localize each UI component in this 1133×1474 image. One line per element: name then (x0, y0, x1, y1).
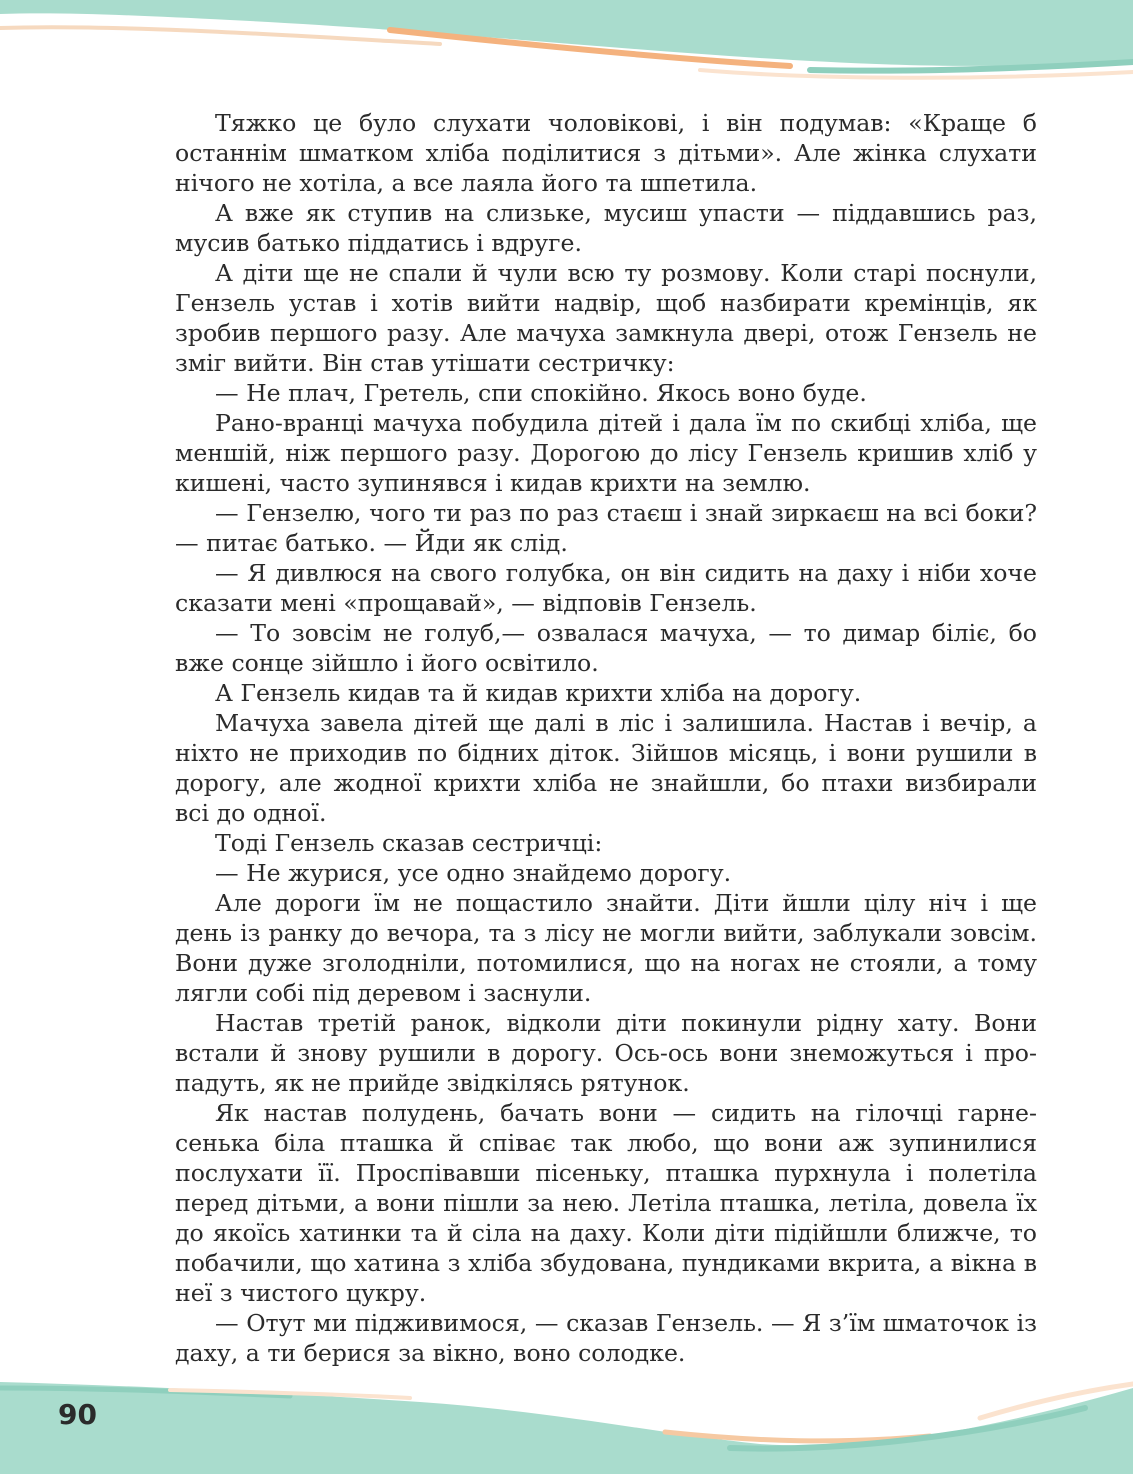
top-peach-line (0, 27, 440, 44)
paragraph: — Не плач, Гретель, спи спокійно. Якось воно буде. (215, 379, 867, 407)
paragraph: — То зовсім не голуб,— озвалася мачуха, — то димар біліє, бо вже сонце зійшло і його освітило. (175, 619, 1037, 677)
bottom-mint-band (0, 1382, 1133, 1474)
bottom-wave-decoration (0, 1360, 1133, 1474)
paragraph: Як настав полудень, бачать вони — сидить на гілочці гарнесенька біла пташка й співає так любо, що вони аж зупинилися послухати її. Проспівавши пісеньку, пташка пурхнула і полетіла перед дітьми, а вони пішли за нею. Летіла пташка, летіла, довела їх до якоїсь хатинки та й сіла на даху. Коли діти підійшли ближче, то побачили, що хатина з хліба збудована, пундиками вкрита, а вікна в неї з чистого цукру. (175, 1099, 1037, 1307)
paragraph: А Гензель кидав та й кидав крихти хліба на дорогу. (215, 679, 862, 707)
paragraph: Але дороги їм не пощастило знайти. Діти йшли цілу ніч і ще день із ранку до вечора, та з лісу не могли вийти, заблукали зовсім. Вони дуже зголодніли, потомилися, що на ногах не стояли, а тому лягли собі під деревом і заснули. (175, 889, 1037, 1007)
paragraph: Тяжко це було слухати чоловікові, і він подумав: «Краще б останнім шматком хліба поділитися з дітьми». Але жінка слухати нічого не хотіла, а все лаяла його та шпетила. (175, 109, 1037, 197)
paragraph: Мачуха завела дітей ще далі в ліс і залишила. Настав і вечір, а ніхто не приходив по бідних діток. Зійшов місяць, і вони рушили в дорогу, але жодної крихти хліба не знайшли, бо птахи визбирали всі до одної. (175, 709, 1037, 827)
paragraph: — Я дивлюся на свого голубка, он він сидить на даху і ніби хоче сказати мені «прощавай», — відповів Гензель. (175, 559, 1037, 617)
paragraph: Настав третій ранок, відколи діти покинули рідну хату. Вони встали й знову рушили в дорогу. Ось-ось вони знеможуться і пропадуть, як не прийде звідкілясь рятунок. (175, 1009, 1037, 1097)
paragraph: — Гензелю, чого ти раз по раз стаєш і знай зиркаєш на всі боки? — питає батько. — Йди як слід. (175, 499, 1037, 557)
paragraph: А вже як ступив на слизьке, мусиш упасти — піддавшись раз, мусив батько піддатись і вдруге. (175, 199, 1037, 257)
paragraph: Рано-вранці мачуха побудила дітей і дала їм по скибці хліба, ще меншій, ніж першого разу. Дорогою до лісу Гензель кришив хліб у кишені, часто зупинявся і кидав крихти на землю. (175, 409, 1037, 497)
paragraph: — Отут ми підживимося, — сказав Гензель. — Я з’їм шматочок із даху, а ти берися за вікно, воно солодке. (175, 1309, 1037, 1367)
paragraph: А діти ще не спали й чули всю ту розмову. Коли старі поснули, Гензель устав і хотів вийти надвір, щоб назбирати кремінців, як зробив першого разу. Але мачуха замкнула двері, отож Гензель не зміг вийти. Він став утішати сестричку: (175, 259, 1037, 377)
story-text (175, 108, 1037, 1368)
page-number: 90 (58, 1398, 97, 1431)
paragraph: — Не журися, усе одно знайдемо дорогу. (215, 859, 732, 887)
paragraph: Тоді Гензель сказав сестричці: (215, 829, 603, 857)
top-mint-band (0, 0, 1133, 66)
